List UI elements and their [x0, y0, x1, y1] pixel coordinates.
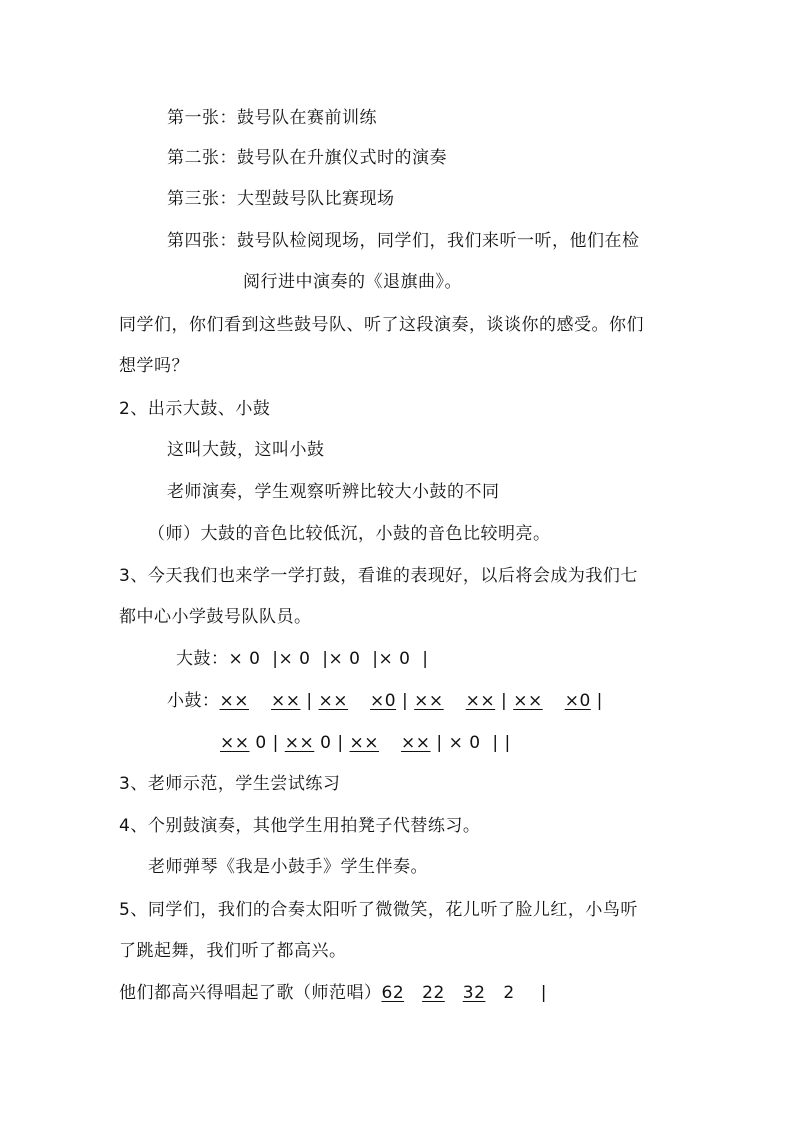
question-line-1: 同学们，你们看到这些鼓号队、听了这段演奏，谈谈你的感受。你们	[119, 315, 644, 335]
photo-1-text: 鼓号队在赛前训练	[237, 108, 377, 128]
rhythm-note-7: ××	[513, 691, 543, 711]
step-3-line-2: 都中心小学鼓号队队员。	[119, 607, 312, 627]
melody-note-1: 62	[381, 983, 405, 1003]
melody-note-3: 32	[462, 983, 486, 1003]
step-4-line-1: 4、个别鼓演奏，其他学生用拍凳子代替练习。	[119, 816, 481, 836]
photo-2-text: 鼓号队在升旗仪式时的演奏	[237, 148, 447, 168]
photo-4-label: 第四张：	[167, 231, 237, 251]
photo-3-line	[167, 187, 395, 211]
step-2-line-1: 这叫大鼓，这叫小鼓	[167, 440, 325, 460]
question-line-2: 想学吗？	[119, 356, 189, 376]
rhythm-note-6: ××	[465, 691, 496, 711]
rhythm-note-5: ××	[414, 691, 444, 711]
rhythm-note-3: ××	[318, 691, 349, 711]
rhythm-note-2: ××	[271, 691, 301, 711]
photo-3-label: 第三张：	[167, 189, 237, 209]
rhythm-note-11: ××	[349, 733, 380, 753]
big-drum-rhythm	[176, 647, 429, 671]
step-2-title: 2、出示大鼓、小鼓	[119, 399, 271, 419]
big-drum-notation: × 0 |× 0 |× 0 |× 0 |	[228, 649, 429, 669]
step-4-line-2: 老师弹琴《我是小鼓手》学生伴奏。	[148, 857, 428, 877]
step-5-line-1: 5、同学们，我们的合奏太阳听了微微笑，花儿听了脸儿红，小鸟听	[119, 900, 638, 920]
rhythm-note-10: ××	[284, 733, 315, 753]
step-3-line-1: 3、今天我们也来学一学打鼓，看谁的表现好，以后将会成为我们七	[119, 566, 638, 586]
rhythm-end: × 0 | |	[448, 733, 511, 753]
step-2-line-2: 老师演奏，学生观察听辨比较大小鼓的不同	[167, 482, 500, 502]
step-3b: 3、老师示范，学生尝试练习	[119, 774, 341, 794]
photo-2-label: 第二张：	[167, 148, 237, 168]
photo-2-line	[167, 146, 447, 170]
photo-1-line	[167, 106, 377, 130]
melody-note-4: 2	[503, 983, 515, 1003]
small-drum-rhythm-line-2: ×× 0 | ×× 0 | ×× ×× | × 0 | |	[220, 733, 511, 753]
rhythm-note-12: ××	[401, 733, 431, 753]
melody-note-2: 22	[422, 983, 445, 1003]
sing-line	[119, 981, 547, 1005]
photo-4-line	[167, 229, 640, 253]
big-drum-label: 大鼓：	[176, 649, 229, 669]
rhythm-note-9: ××	[220, 733, 250, 753]
step-5-line-2: 了跳起舞，我们听了都高兴。	[119, 941, 347, 961]
photo-3-text: 大型鼓号队比赛现场	[237, 189, 395, 209]
step-2-line-3: （师）大鼓的音色比较低沉，小鼓的音色比较明亮。	[148, 524, 551, 544]
photo-4-text: 鼓号队检阅现场，同学们，我们来听一听，他们在检	[237, 231, 640, 251]
sing-text: 他们都高兴得唱起了歌（师范唱）	[119, 983, 382, 1003]
rhythm-note-8: ×0	[564, 691, 591, 711]
rhythm-note-1: ××	[219, 691, 249, 711]
bar-line: |	[540, 983, 547, 1003]
rhythm-note-4: ×0	[370, 691, 397, 711]
small-drum-rhythm-line-1: 小鼓：×× ×× | ×× ×0 | ×× ×× | ×× ×0 |	[167, 691, 603, 711]
small-drum-label: 小鼓：	[167, 691, 220, 711]
photo-1-label: 第一张：	[167, 108, 237, 128]
photo-4-continuation: 阅行进中演奏的《退旗曲》。	[243, 272, 462, 292]
